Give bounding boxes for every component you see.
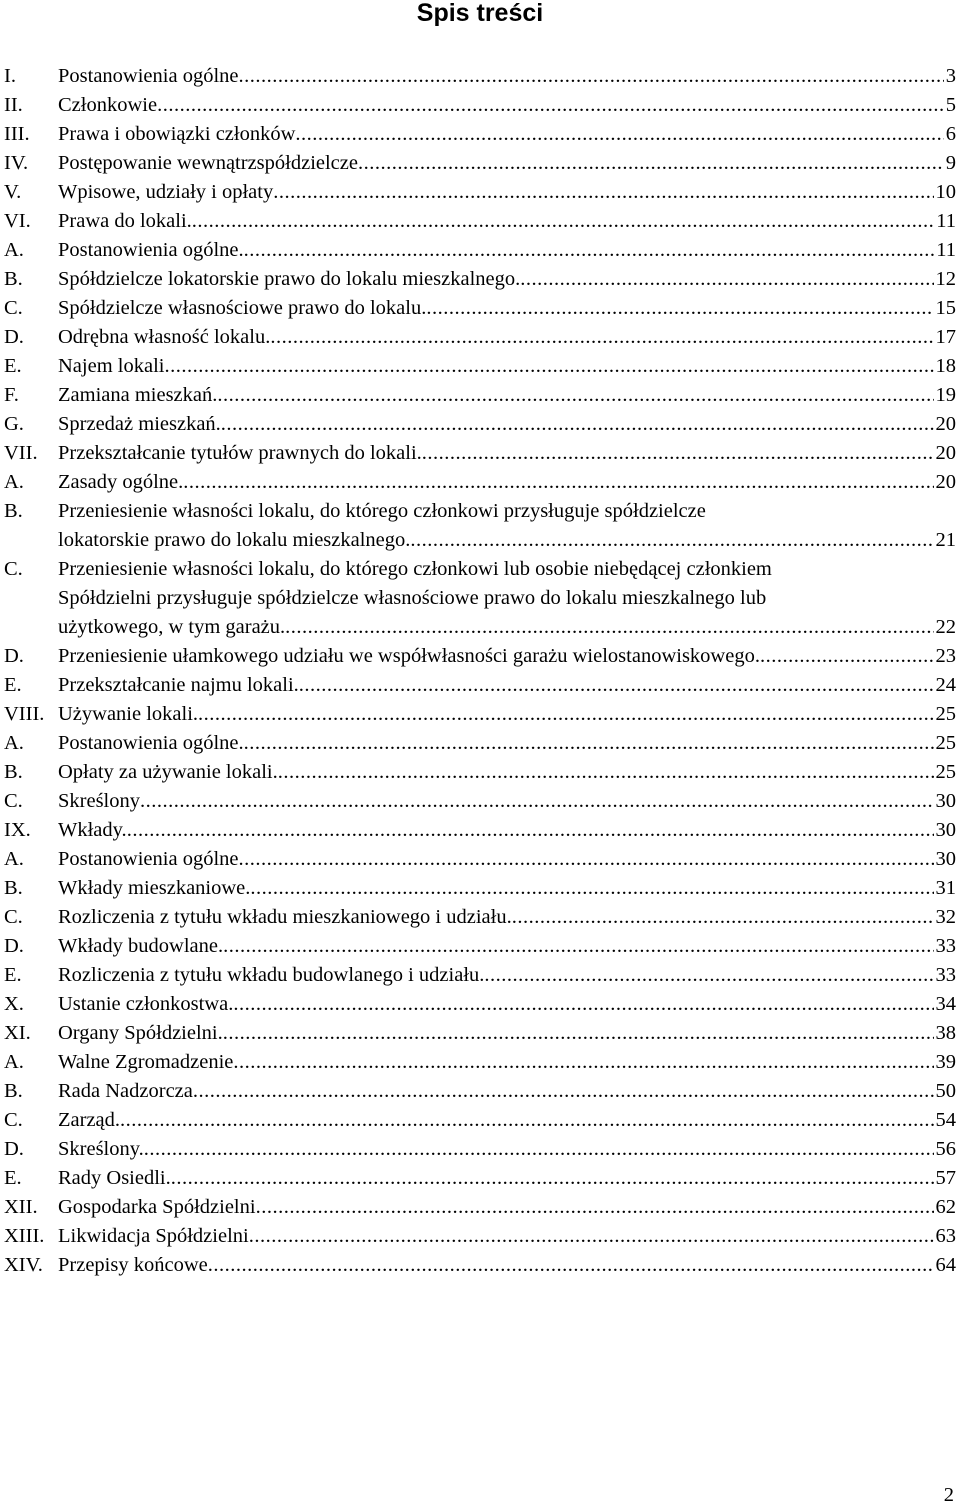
toc-entry-page: 32: [935, 906, 956, 928]
toc-entry[interactable]: [4, 758, 956, 787]
toc-entry-page: 19: [935, 384, 956, 406]
toc-entry-page: 33: [935, 964, 956, 986]
toc-entry-page: 11: [936, 210, 956, 232]
toc-entry-text: Likwidacja Spółdzielni: [58, 1225, 249, 1247]
page-title: Spis treści: [416, 0, 544, 27]
toc-entry-text: lokatorskie prawo do lokalu mieszkalnego.: [58, 529, 411, 551]
dot-leader: [223, 1019, 934, 1048]
dot-leader: [256, 1193, 934, 1222]
toc-entry[interactable]: [4, 932, 956, 961]
toc-entry-text: Rozliczenia z tytułu wkładu budowlanego i udziału.: [58, 964, 485, 986]
toc-entry-page: 15: [935, 297, 956, 319]
toc-entry-number: A.: [4, 471, 24, 493]
toc-entry-number: IX.: [4, 819, 31, 841]
toc-entry-number: B.: [4, 268, 23, 290]
toc-entry-page: 25: [935, 703, 956, 725]
toc-entry[interactable]: [4, 642, 956, 671]
toc-entry-page: 6: [945, 123, 956, 145]
toc-entry-number: C.: [4, 906, 23, 928]
toc-entry-number: C.: [4, 297, 23, 319]
toc-entry-text: użytkowego, w tym garażu.: [58, 616, 286, 638]
dot-leader: [249, 1222, 934, 1251]
toc-entry-number: E.: [4, 355, 22, 377]
toc-entry[interactable]: [4, 236, 956, 265]
toc-entry-text: Wkłady mieszkaniowe.: [58, 877, 251, 899]
toc-entry-page: 17: [935, 326, 956, 348]
dot-leader: [208, 1251, 934, 1280]
toc-entry-number: VIII.: [4, 703, 45, 725]
toc-entry-page: 24: [935, 674, 956, 696]
toc-entry-text: Postanowienia ogólne: [58, 848, 239, 870]
toc-entry-number: G.: [4, 413, 24, 435]
toc-entry-number: D.: [4, 645, 24, 667]
toc-entry-number: IV.: [4, 152, 29, 174]
toc-entry-text: Przekształcanie najmu lokali.: [58, 674, 299, 696]
toc-entry-page: 34: [935, 993, 956, 1015]
toc-entry[interactable]: [4, 120, 956, 149]
toc-entry-number: XI.: [4, 1022, 31, 1044]
toc-entry-text: Sprzedaż mieszkań.: [58, 413, 221, 435]
dot-leader: [127, 816, 934, 845]
toc-entry-number: F.: [4, 384, 19, 406]
toc-entry-page: 38: [935, 1022, 956, 1044]
toc-entry-text: Organy Spółdzielni.: [58, 1022, 223, 1044]
dot-leader: [422, 439, 934, 468]
toc-entry[interactable]: [4, 352, 956, 381]
toc-entry-text: Wkłady budowlane.: [58, 935, 224, 957]
dot-leader: [295, 120, 943, 149]
dot-leader: [520, 265, 933, 294]
toc-entry-page: 21: [935, 529, 956, 551]
toc-entry[interactable]: [4, 845, 956, 874]
dot-leader: [193, 1077, 934, 1106]
toc-entry[interactable]: [4, 816, 956, 845]
dot-leader: [244, 729, 934, 758]
toc-entry[interactable]: [4, 381, 956, 410]
toc-entry-number: III.: [4, 123, 30, 145]
toc-entry-page: 20: [935, 413, 956, 435]
toc-entry-number: A.: [4, 1051, 24, 1073]
dot-leader: [221, 410, 934, 439]
toc-entry-text: Gospodarka Spółdzielni: [58, 1196, 256, 1218]
dot-leader: [278, 758, 934, 787]
toc-entry[interactable]: [4, 149, 956, 178]
toc-entry-number: A.: [4, 848, 24, 870]
toc-entry-page: 64: [935, 1254, 956, 1276]
toc-entry-text: Postanowienia ogólne.: [58, 732, 244, 754]
toc-entry-number: V.: [4, 181, 22, 203]
toc-entry[interactable]: [4, 1251, 956, 1280]
toc-entry-text: Prawa i obowiązki członków: [58, 123, 296, 145]
dot-leader: [760, 642, 934, 671]
toc-entry-number: B.: [4, 500, 23, 522]
dot-leader: [164, 352, 933, 381]
dot-leader: [171, 1164, 934, 1193]
toc-entry-page: 20: [935, 442, 956, 464]
toc-entry-number: D.: [4, 935, 24, 957]
dot-leader: [140, 787, 934, 816]
toc-entry-text: Przekształcanie tytułów prawnych do lokali.: [58, 442, 422, 464]
toc-entry-text: Przepisy końcowe: [58, 1254, 208, 1276]
toc-entry-text: Postanowienia ogólne.: [58, 239, 244, 261]
toc-entry[interactable]: [4, 555, 956, 642]
dot-leader: [192, 207, 934, 236]
toc-entry[interactable]: [4, 729, 956, 758]
dot-leader: [244, 236, 935, 265]
toc-entry-text: Rada Nadzorcza: [58, 1080, 193, 1102]
toc-entry-number: C.: [4, 558, 23, 580]
toc-entry[interactable]: [4, 468, 956, 497]
toc-entry-text: Prawa do lokali.: [58, 210, 192, 232]
toc-entry-number: I.: [4, 65, 16, 87]
toc-entry-number: XII.: [4, 1196, 38, 1218]
toc-entry-text: Skreślony.: [58, 1138, 144, 1160]
table-of-contents: [4, 62, 956, 1280]
toc-entry-page: 12: [935, 268, 956, 290]
toc-entry-page: 9: [945, 152, 956, 174]
toc-entry-number: XIV.: [4, 1254, 43, 1276]
toc-entry-page: 54: [935, 1109, 956, 1131]
page-number: 2: [943, 1484, 954, 1506]
toc-entry-text: Członkowie: [58, 94, 158, 116]
toc-entry-number: C.: [4, 790, 23, 812]
toc-entry[interactable]: [4, 62, 956, 91]
toc-entry[interactable]: [4, 294, 956, 323]
toc-entry[interactable]: [4, 497, 956, 555]
toc-entry-number: B.: [4, 1080, 23, 1102]
toc-entry[interactable]: [4, 874, 956, 903]
toc-entry-number: X.: [4, 993, 24, 1015]
toc-entry-page: 20: [935, 471, 956, 493]
toc-entry-page: 5: [945, 94, 956, 116]
toc-entry-number: VI.: [4, 210, 31, 232]
dot-leader: [484, 961, 933, 990]
toc-entry[interactable]: [4, 323, 956, 352]
toc-entry[interactable]: [4, 1019, 956, 1048]
toc-entry-page: 3: [945, 65, 956, 87]
toc-entry-text: Zarząd.: [58, 1109, 121, 1131]
toc-entry-text: Wkłady.: [58, 819, 127, 841]
toc-entry-page: 23: [935, 645, 956, 667]
toc-entry[interactable]: [4, 265, 956, 294]
toc-entry-number: XIII.: [4, 1225, 45, 1247]
toc-entry-page: 18: [935, 355, 956, 377]
toc-entry[interactable]: [4, 671, 956, 700]
toc-entry-text: Używanie lokali.: [58, 703, 199, 725]
toc-entry[interactable]: [4, 1048, 956, 1077]
toc-entry[interactable]: [4, 700, 956, 729]
toc-entry-page: 10: [935, 181, 956, 203]
dot-leader: [217, 381, 933, 410]
toc-entry[interactable]: [4, 961, 956, 990]
toc-entry[interactable]: [4, 990, 956, 1019]
toc-entry-text: Spółdzielcze lokatorskie prawo do lokalu mieszkalnego.: [58, 268, 521, 290]
toc-entry-page: 31: [935, 877, 956, 899]
dot-leader: [273, 178, 933, 207]
dot-leader: [233, 990, 933, 1019]
toc-entry-number: A.: [4, 732, 24, 754]
toc-entry-page: 30: [935, 848, 956, 870]
toc-entry-number: C.: [4, 1109, 23, 1131]
toc-entry-text: Postępowanie wewnątrzspółdzielcze: [58, 152, 358, 174]
toc-entry[interactable]: [4, 1106, 956, 1135]
toc-entry[interactable]: [4, 207, 956, 236]
toc-entry-text: Najem lokali: [58, 355, 165, 377]
toc-entry-text: Zasady ogólne.: [58, 471, 184, 493]
toc-entry-text: Przeniesienie własności lokalu, do którego członkowi przysługuje spółdzielcze: [58, 500, 706, 522]
dot-leader: [358, 149, 944, 178]
toc-entry-text: Opłaty za używanie lokali.: [58, 761, 278, 783]
toc-entry-page: 33: [935, 935, 956, 957]
toc-entry[interactable]: [4, 1077, 956, 1106]
dot-leader: [233, 1048, 933, 1077]
dot-leader: [198, 700, 933, 729]
toc-entry-page: 39: [935, 1051, 956, 1073]
toc-entry[interactable]: [4, 410, 956, 439]
toc-entry-page: 63: [935, 1225, 956, 1247]
dot-leader: [512, 903, 934, 932]
toc-entry-page: 62: [935, 1196, 956, 1218]
toc-entry[interactable]: [4, 439, 956, 468]
toc-entry-text: Rady Osiedli.: [58, 1167, 171, 1189]
toc-entry-page: 57: [935, 1167, 956, 1189]
toc-entry-number: B.: [4, 877, 23, 899]
toc-entry-text: Spółdzielni przysługuje spółdzielcze własnościowe prawo do lokalu mieszkalnego lub: [58, 587, 767, 609]
toc-entry-text: Ustanie członkostwa.: [58, 993, 234, 1015]
dot-leader: [239, 62, 944, 91]
dot-leader: [239, 845, 934, 874]
toc-entry-text: Postanowienia ogólne: [58, 65, 239, 87]
toc-entry-text: Odrębna własność lokalu.: [58, 326, 271, 348]
toc-entry-text: Przeniesienie ułamkowego udziału we współwłasności garażu wielostanowiskowego.: [58, 645, 760, 667]
toc-entry-text: Skreślony: [58, 790, 140, 812]
toc-entry-text: Przeniesienie własności lokalu, do którego członkowi lub osobie niebędącej członkiem: [58, 558, 772, 580]
toc-entry-page: 30: [935, 790, 956, 812]
toc-entry[interactable]: [4, 1222, 956, 1251]
toc-entry-number: B.: [4, 761, 23, 783]
toc-entry-text: Rozliczenia z tytułu wkładu mieszkaniowego i udziału.: [58, 906, 512, 928]
dot-leader: [250, 874, 933, 903]
dot-leader: [144, 1135, 934, 1164]
toc-entry-number: D.: [4, 326, 24, 348]
dot-leader: [223, 932, 933, 961]
toc-entry-page: 25: [935, 732, 956, 754]
toc-entry-page: 11: [936, 239, 956, 261]
toc-entry[interactable]: [4, 787, 956, 816]
toc-entry-number: II.: [4, 94, 23, 116]
dot-leader: [410, 526, 933, 555]
dot-leader: [285, 613, 933, 642]
toc-entry-number: E.: [4, 1167, 22, 1189]
toc-entry[interactable]: [4, 91, 956, 120]
toc-entry-number: VII.: [4, 442, 38, 464]
toc-entry-text: Spółdzielcze własnościowe prawo do lokalu.: [58, 297, 427, 319]
toc-entry-number: D.: [4, 1138, 24, 1160]
dot-leader: [120, 1106, 933, 1135]
dot-leader: [270, 323, 933, 352]
toc-entry-text: Walne Zgromadzenie: [58, 1051, 234, 1073]
toc-entry-page: 56: [935, 1138, 956, 1160]
toc-entry-number: A.: [4, 239, 24, 261]
toc-entry[interactable]: [4, 903, 956, 932]
toc-entry-page: 22: [935, 616, 956, 638]
dot-leader: [183, 468, 933, 497]
toc-entry[interactable]: [4, 1164, 956, 1193]
toc-entry-page: 50: [935, 1080, 956, 1102]
toc-entry[interactable]: [4, 178, 956, 207]
toc-entry[interactable]: [4, 1193, 956, 1222]
toc-entry-number: E.: [4, 964, 22, 986]
toc-entry[interactable]: [4, 1135, 956, 1164]
dot-leader: [299, 671, 934, 700]
toc-entry-number: E.: [4, 674, 22, 696]
toc-entry-page: 25: [935, 761, 956, 783]
toc-entry-text: Zamiana mieszkań.: [58, 384, 218, 406]
dot-leader: [426, 294, 933, 323]
dot-leader: [157, 91, 944, 120]
toc-entry-text: Wpisowe, udziały i opłaty: [58, 181, 274, 203]
toc-entry-page: 30: [935, 819, 956, 841]
